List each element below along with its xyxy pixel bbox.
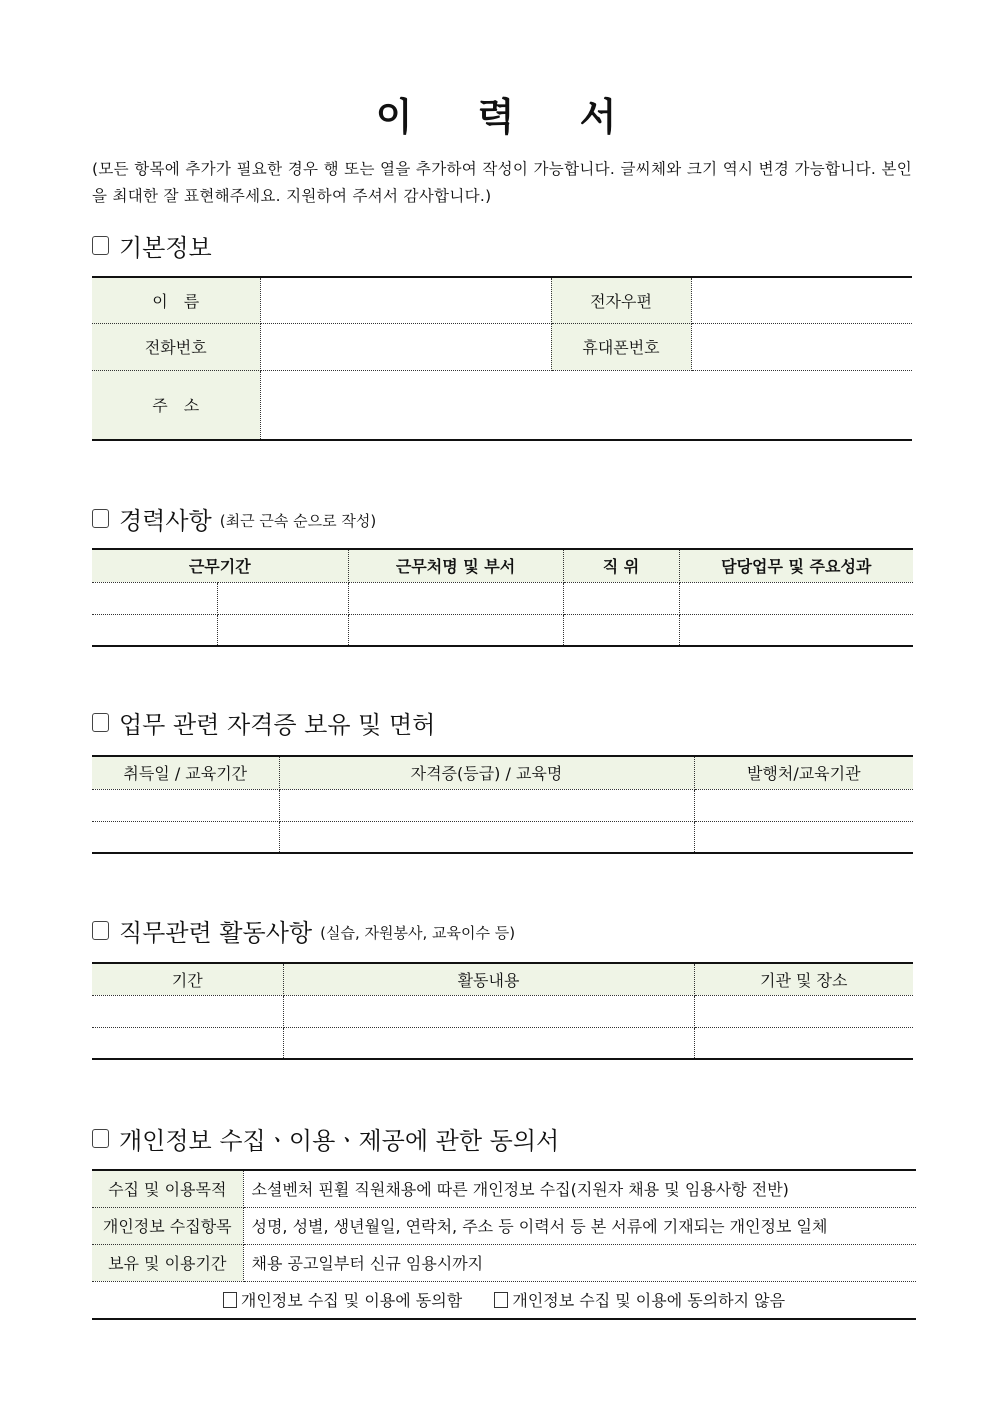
checkbox-icon — [92, 713, 109, 732]
disagree-option[interactable]: 개인정보 수집 및 이용에 동의하지 않음 — [494, 1291, 785, 1310]
checkbox-icon — [92, 921, 109, 940]
consent-period-label: 보유 및 이용기간 — [92, 1244, 243, 1281]
activity-cell[interactable] — [283, 995, 694, 1027]
agree-checkbox[interactable] — [223, 1292, 237, 1308]
address-label: 주 소 — [92, 370, 260, 440]
activity-cell[interactable] — [92, 995, 283, 1027]
col-acquired-date: 취득일 / 교육기간 — [92, 756, 279, 789]
consent-table — [92, 1169, 916, 1320]
consent-period-value: 채용 공고일부터 신규 임용시까지 — [243, 1244, 916, 1281]
mobile-label: 휴대폰번호 — [551, 323, 691, 370]
phone-label: 전화번호 — [92, 323, 260, 370]
checkbox-icon — [92, 236, 109, 255]
notice-text: (모든 항목에 추가가 필요한 경우 행 또는 열을 추가하여 작성이 가능합니다. 글씨체와 크기 역시 변경 가능합니다. 본인을 최대한 잘 표현해주세요. 지원하여 주셔서 감사합니다.) — [92, 160, 912, 205]
activity-cell[interactable] — [283, 1027, 694, 1059]
checkbox-icon — [92, 1129, 109, 1148]
disagree-checkbox[interactable] — [494, 1292, 508, 1308]
certificates-table — [92, 755, 913, 854]
col-activity: 활동내용 — [283, 963, 694, 995]
consent-purpose-value: 소셜벤처 핀휠 직원채용에 따른 개인정보 수집(지원자 채용 및 임용사항 전반) — [243, 1170, 916, 1207]
career-cell[interactable] — [348, 614, 563, 646]
section-activities-heading: 직무관련 활동사항 (실습, 자원봉사, 교육이수 등) — [92, 913, 515, 948]
certificate-cell[interactable] — [92, 821, 279, 853]
career-cell[interactable] — [217, 582, 348, 614]
address-field[interactable] — [260, 370, 912, 440]
section-career-heading: 경력사항 (최근 근속 순으로 작성) — [92, 501, 376, 536]
section-consent-heading: 개인정보 수집ㆍ이용ㆍ제공에 관한 동의서 — [92, 1121, 559, 1156]
col-issuer: 발행처/교육기관 — [694, 756, 913, 789]
career-cell[interactable] — [348, 582, 563, 614]
col-duties: 담당업무 및 주요성과 — [679, 549, 913, 582]
mobile-field[interactable] — [691, 323, 912, 370]
career-cell[interactable] — [92, 614, 217, 646]
email-label: 전자우편 — [551, 277, 691, 323]
col-certificate-name: 자격증(등급) / 교육명 — [279, 756, 694, 789]
name-field[interactable] — [260, 277, 551, 323]
activity-cell[interactable] — [92, 1027, 283, 1059]
consent-items-value: 성명, 성별, 생년월일, 연락처, 주소 등 이력서 등 본 서류에 기재되는 개인정보 일체 — [243, 1207, 916, 1244]
career-cell[interactable] — [92, 582, 217, 614]
certificate-cell[interactable] — [279, 789, 694, 821]
col-organization: 기관 및 장소 — [694, 963, 913, 995]
page-title: 이 력 서 — [375, 95, 643, 139]
certificate-cell[interactable] — [279, 821, 694, 853]
phone-field[interactable] — [260, 323, 551, 370]
certificate-cell[interactable] — [694, 821, 913, 853]
career-cell[interactable] — [563, 614, 679, 646]
col-position: 직 위 — [563, 549, 679, 582]
consent-purpose-label: 수집 및 이용목적 — [92, 1170, 243, 1207]
certificate-cell[interactable] — [694, 789, 913, 821]
certificate-cell[interactable] — [92, 789, 279, 821]
email-field[interactable] — [691, 277, 912, 323]
checkbox-icon — [92, 509, 109, 528]
consent-choice-row — [92, 1281, 916, 1319]
activity-cell[interactable] — [694, 995, 913, 1027]
activity-cell[interactable] — [694, 1027, 913, 1059]
career-cell[interactable] — [679, 582, 913, 614]
career-cell[interactable] — [563, 582, 679, 614]
agree-option[interactable]: 개인정보 수집 및 이용에 동의함 — [223, 1291, 462, 1310]
activities-table — [92, 962, 913, 1060]
career-table — [92, 548, 913, 647]
career-cell[interactable] — [679, 614, 913, 646]
col-company-dept: 근무처명 및 부서 — [348, 549, 563, 582]
section-certificates-heading: 업무 관련 자격증 보유 및 면허 — [92, 705, 435, 740]
career-cell[interactable] — [217, 614, 348, 646]
consent-items-label: 개인정보 수집항목 — [92, 1207, 243, 1244]
section-basic-info-heading: 기본정보 — [92, 228, 212, 263]
col-period: 기간 — [92, 963, 283, 995]
col-work-period: 근무기간 — [92, 549, 348, 582]
name-label: 이 름 — [92, 277, 260, 323]
basic-info-table — [92, 276, 912, 441]
